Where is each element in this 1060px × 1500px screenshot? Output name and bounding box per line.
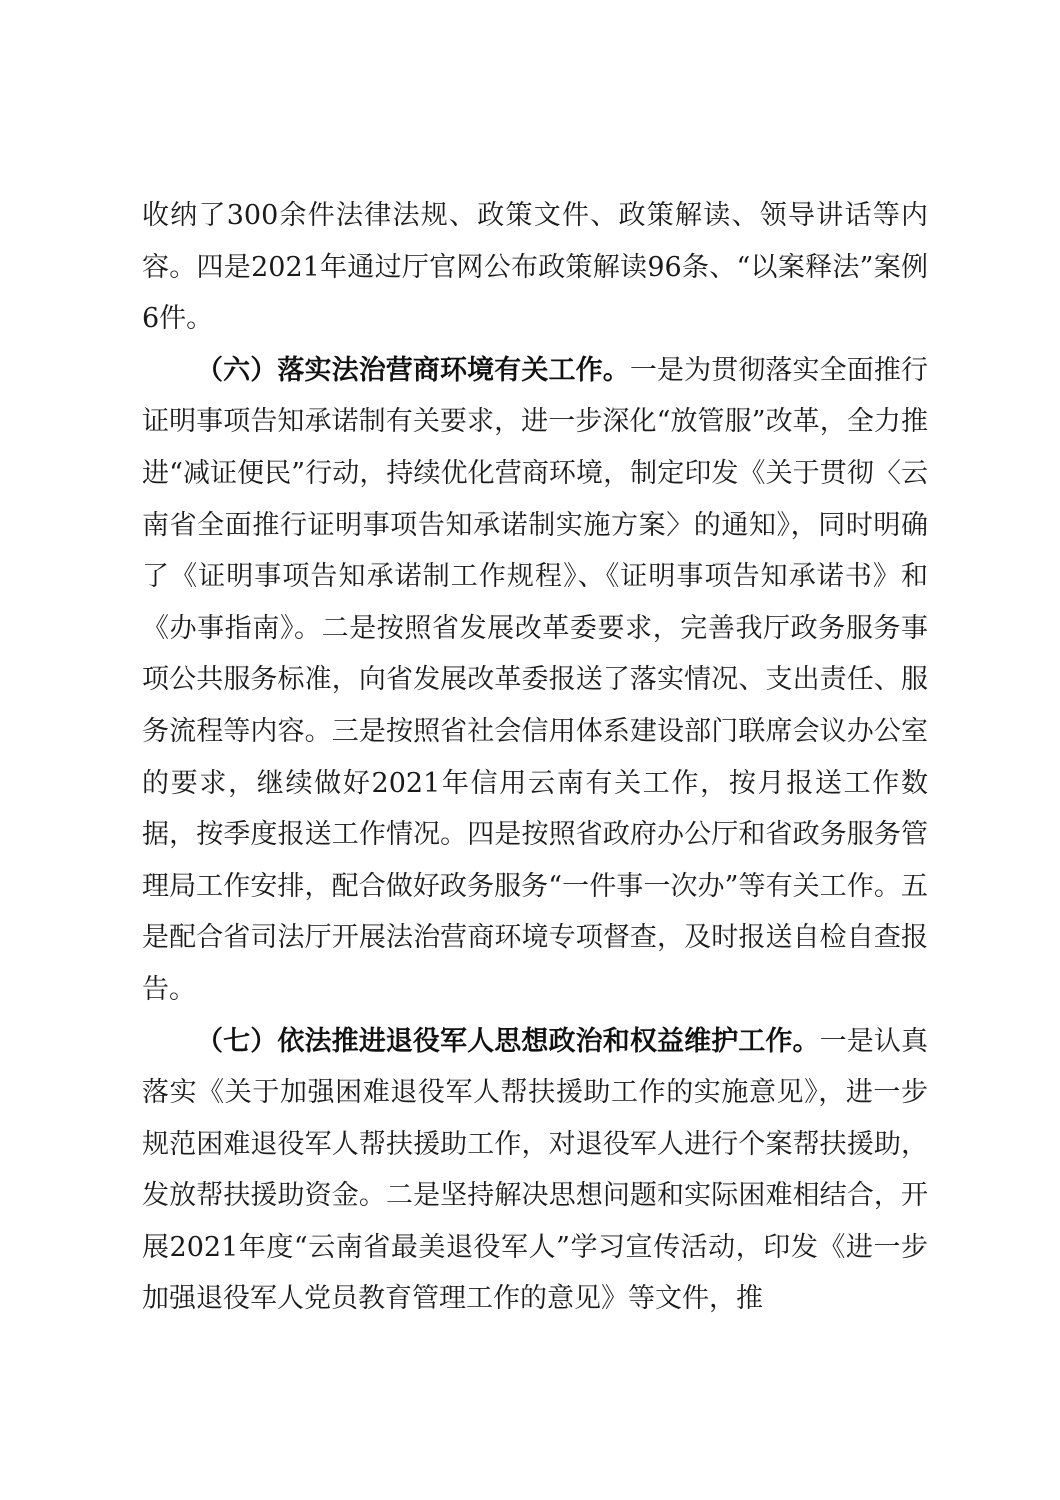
paragraph-1-body: 收纳了300余件法律法规、政策文件、政策解读、领导讲话等内容。四是2021年通过厅官网公布政策解读96条、“以案释法”案例6件。 — [142, 200, 928, 335]
paragraph-section-six — [142, 345, 928, 1016]
section-six-body: 一是为贯彻落实全面推行证明事项告知承诺制有关要求，进一步深化“放管服”改革，全力推进“减证便民”行动，持续优化营商环境，制定印发《关于贯彻〈云南省全面推行证明事项告知承诺制实施方案〉的通知》，同时明确了《证明事项告知承诺制工作规程》、《证明事项告知承诺书》和《办事指南》。二是按照省发展改革委要求，完善我厅政务服务事项公共服务标准，向省发展改革委报送了落实情况、支出责任、服务流程等内容。三是按照省社会信用体系建设部门联席会议办公室的要求，继续做好2021年信用云南有关工作，按月报送工作数据，按季度报送工作情况。四是按照省政府办公厅和省政务服务管理局工作安排，配合做好政务服务“一件事一次办”等有关工作。五是配合省司法厅开展法治营商环境专项督查，及时报送自检自查报告。 — [142, 354, 929, 1005]
section-seven-body: 一是认真落实《关于加强困难退役军人帮扶援助工作的实施意见》，进一步规范困难退役军人帮扶援助工作，对退役军人进行个案帮扶援助，发放帮扶援助资金。二是坚持解决思想问题和实际困难相结合，开展2021年度“云南省最美退役军人”学习宣传活动，印发《进一步加强退役军人党员教育管理工作的意见》等文件，推 — [142, 1025, 929, 1315]
paragraph-section-seven — [142, 1016, 928, 1326]
section-six-heading: （六）落实法治营商环境有关工作。 — [196, 354, 630, 386]
section-seven-heading: （七）依法推进退役军人思想政治和权益维护工作。 — [196, 1025, 820, 1057]
paragraph-continuation — [142, 190, 928, 345]
document-body — [142, 190, 928, 1325]
